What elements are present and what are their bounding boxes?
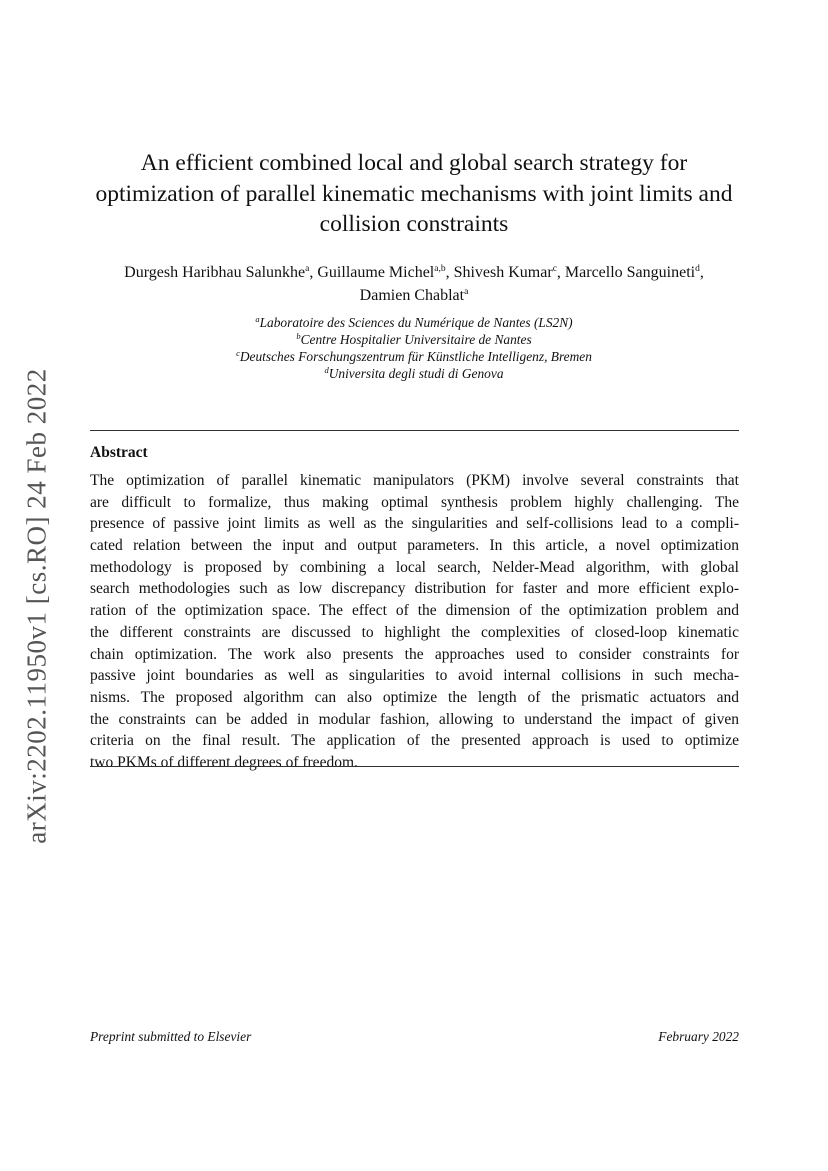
affiliation-text: Deutsches Forschungszentrum für Künstliche Intelligenz, Bremen (239, 349, 592, 364)
abstract-line: nisms. The proposed algorithm can also optimize the length of the prismatic actuators and (90, 688, 739, 706)
affiliation (70, 365, 758, 382)
affiliation-text: Universita degli studi di Genova (328, 366, 504, 381)
author-separator: , (445, 264, 454, 281)
author-name: Shivesh Kumar (453, 264, 553, 281)
author-name: Marcello Sanguineti (564, 264, 696, 281)
preprint-note: Preprint submitted to Elsevier (90, 1029, 252, 1044)
affiliation-list (70, 314, 758, 382)
abstract-line: two PKMs of different degrees of freedom. (90, 753, 358, 771)
abstract-line: are difficult to formalize, thus making optimal synthesis problem highly challenging. The (90, 493, 739, 511)
preprint-date: February 2022 (658, 1029, 739, 1044)
abstract-line: passive joint boundaries as well as singularities to avoid internal collisions in such mecha- (90, 667, 739, 685)
abstract-line: cated relation between the input and output parameters. In this article, a novel optimization (90, 537, 739, 555)
author-separator: , (556, 264, 565, 281)
title-line: collision constraints (319, 211, 509, 237)
affiliation (70, 348, 758, 365)
paper-title (70, 148, 758, 240)
author-name: Durgesh Haribhau Salunkhe (124, 264, 306, 281)
title-line: An efficient combined local and global search strategy for (140, 150, 688, 176)
affiliation (70, 314, 758, 331)
abstract-line: The optimization of parallel kinematic manipulators (PKM) involve several constraints that (90, 472, 739, 489)
author-line (70, 284, 758, 307)
abstract-line: methodology is proposed by combining a local search, Nelder-Mead algorithm, with global (90, 558, 739, 576)
author-separator: , (699, 264, 704, 281)
author-affiliation-mark: d (695, 264, 700, 274)
author-name: Guillaume Michel (317, 264, 435, 281)
affiliation-mark: a (255, 314, 260, 324)
author-line (70, 261, 758, 284)
arxiv-identifier: arXiv:2202.11950v1 [cs.RO] 24 Feb 2022 (21, 368, 52, 844)
abstract-line: criteria on the final result. The application of the presented approach is used to optimize (90, 732, 739, 750)
affiliation-text: Centre Hospitalier Universitaire de Nantes (300, 332, 532, 347)
author-affiliation-mark: a,b (434, 264, 446, 274)
abstract-heading: Abstract (90, 444, 148, 461)
affiliation-mark: c (236, 348, 240, 358)
affiliation-mark: b (296, 331, 301, 341)
affiliation-mark: d (324, 365, 329, 375)
author-affiliation-mark: a (305, 264, 310, 274)
abstract-line: the constraints can be added in modular fashion, allowing to understand the impact of given (90, 710, 739, 728)
abstract-bottom-rule (90, 766, 739, 767)
author-list (70, 261, 758, 307)
title-line: optimization of parallel kinematic mechanisms with joint limits and (95, 180, 733, 207)
author-affiliation-mark: c (552, 264, 557, 274)
abstract-line: chain optimization. The work also presents the approaches used to consider constraints for (90, 645, 739, 663)
author-separator: , (309, 264, 318, 281)
author-affiliation-mark: a (464, 287, 469, 297)
author-name: Damien Chablat (359, 287, 465, 304)
abstract-line: the different constraints are discussed to highlight the complexities of closed-loop kinematic (90, 623, 739, 641)
affiliation-text: Laboratoire des Sciences du Numérique de Nantes (LS2N) (259, 315, 573, 330)
abstract-line: search methodologies such as low discrepancy distribution for faster and more efficient explo- (90, 580, 739, 598)
abstract-top-rule (90, 430, 739, 431)
affiliation (70, 331, 758, 348)
abstract-line: ration of the optimization space. The effect of the dimension of the optimization problem and (90, 602, 739, 620)
abstract-line: presence of passive joint limits as well as the singularities and self-collisions lead to a compli- (90, 515, 739, 533)
abstract-body (90, 470, 739, 774)
